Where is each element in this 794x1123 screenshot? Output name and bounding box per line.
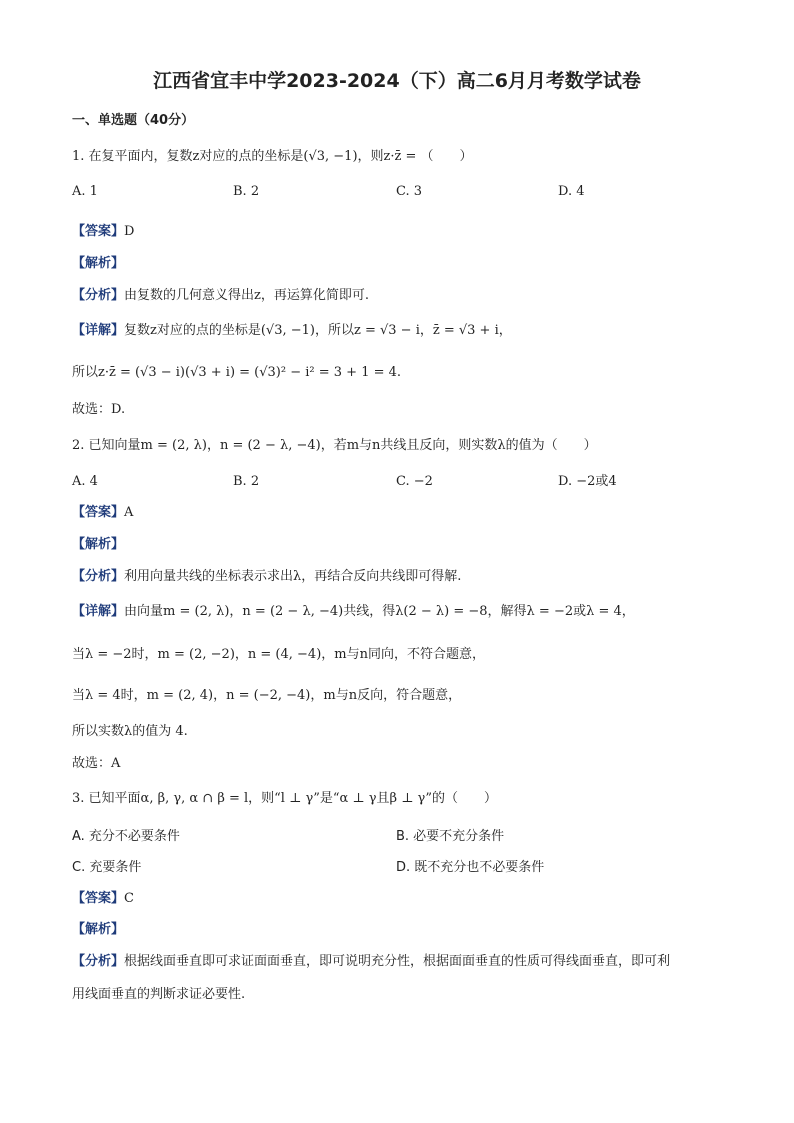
q2-case-1: 当λ = −2时，m = (2, −2)，n = (4, −4)，m与n同向，不符合题意， xyxy=(72,647,485,662)
q2-analysis-heading xyxy=(72,536,124,554)
page-title: 江西省宜丰中学2023-2024（下）高二6月月考数学试卷 xyxy=(153,70,641,92)
q2-option-c: C. −2 xyxy=(396,474,433,489)
q3-answer: C xyxy=(124,891,134,906)
q3-fenxi-line xyxy=(72,953,670,971)
question-1-stem: 1. 在复平面内，复数z对应的点的坐标是(√3, −1)，则z·z̄ = （ ） xyxy=(72,149,473,164)
analysis-tag: 【解析】 xyxy=(72,537,125,552)
q1-fenxi-line xyxy=(72,287,369,305)
q2-option-a: A. 4 xyxy=(72,474,98,489)
q1-conclusion: 故选：D. xyxy=(72,402,126,417)
q2-result: 所以实数λ的值为 4. xyxy=(72,724,188,739)
q1-answer: D xyxy=(124,224,135,239)
analysis-tag: 【解析】 xyxy=(72,922,125,937)
xiangjie-tag: 【详解】 xyxy=(72,604,125,619)
q3-answer-line xyxy=(72,890,134,908)
q2-option-d: D. −2或4 xyxy=(558,474,617,489)
answer-tag: 【答案】 xyxy=(72,505,125,520)
q1-xiangjie: 复数z对应的点的坐标是(√3, −1)，所以z = √3 − i，z̄ = √3 + i， xyxy=(124,323,512,338)
q1-calc: 所以z·z̄ = (√3 − i)(√3 + i) = (√3)² − i² = 3 + 1 = 4. xyxy=(72,365,402,380)
q1-answer-line xyxy=(72,223,134,241)
q3-option-a: A. 充分不必要条件 xyxy=(72,829,180,844)
q1-fenxi: 由复数的几何意义得出z，再运算化简即可. xyxy=(124,288,369,303)
question-3-stem: 3. 已知平面α, β, γ, α ∩ β = l，则“l ⊥ γ”是“α ⊥ γ且β ⊥ γ”的（ ） xyxy=(72,791,497,806)
q1-analysis-heading xyxy=(72,255,124,273)
fenxi-tag: 【分析】 xyxy=(72,569,125,584)
q2-option-b: B. 2 xyxy=(233,474,260,489)
question-2-stem: 2. 已知向量m = (2, λ)，n = (2 − λ, −4)，若m与n共线且反向，则实数λ的值为（ ） xyxy=(72,438,597,453)
q2-answer-line xyxy=(72,504,133,522)
q1-option-a: A. 1 xyxy=(72,184,98,199)
q3-analysis-heading xyxy=(72,921,124,939)
q2-fenxi-line xyxy=(72,568,461,586)
q2-conclusion: 故选：A xyxy=(72,756,121,771)
fenxi-tag: 【分析】 xyxy=(72,954,125,969)
q3-option-d: D. 既不充分也不必要条件 xyxy=(396,860,545,875)
xiangjie-tag: 【详解】 xyxy=(72,323,125,338)
q2-answer: A xyxy=(124,505,134,520)
section-heading: 一、单选题（40分） xyxy=(72,113,195,128)
answer-tag: 【答案】 xyxy=(72,224,125,239)
q2-xiangjie-line xyxy=(72,603,635,621)
q1-xiangjie-line xyxy=(72,322,512,340)
q3-option-c: C. 充要条件 xyxy=(72,860,142,875)
q2-case-2: 当λ = 4时，m = (2, 4)，n = (−2, −4)，m与n反向，符合题意， xyxy=(72,688,462,703)
answer-tag: 【答案】 xyxy=(72,891,125,906)
fenxi-tag: 【分析】 xyxy=(72,288,125,303)
q2-fenxi: 利用向量共线的坐标表示求出λ，再结合反向共线即可得解. xyxy=(124,569,462,584)
q2-xiangjie: 由向量m = (2, λ)，n = (2 − λ, −4)共线，得λ(2 − λ) = −8，解得λ = −2或λ = 4， xyxy=(124,604,635,619)
q1-option-b: B. 2 xyxy=(233,184,260,199)
q1-option-c: C. 3 xyxy=(396,184,423,199)
q3-fenxi: 根据线面垂直即可求证面面垂直，即可说明充分性，根据面面垂直的性质可得线面垂直，即可利 xyxy=(124,954,671,969)
q3-option-b: B. 必要不充分条件 xyxy=(396,829,505,844)
analysis-tag: 【解析】 xyxy=(72,256,125,271)
q1-option-d: D. 4 xyxy=(558,184,585,199)
q3-fenxi-continued: 用线面垂直的判断求证必要性. xyxy=(72,987,246,1002)
